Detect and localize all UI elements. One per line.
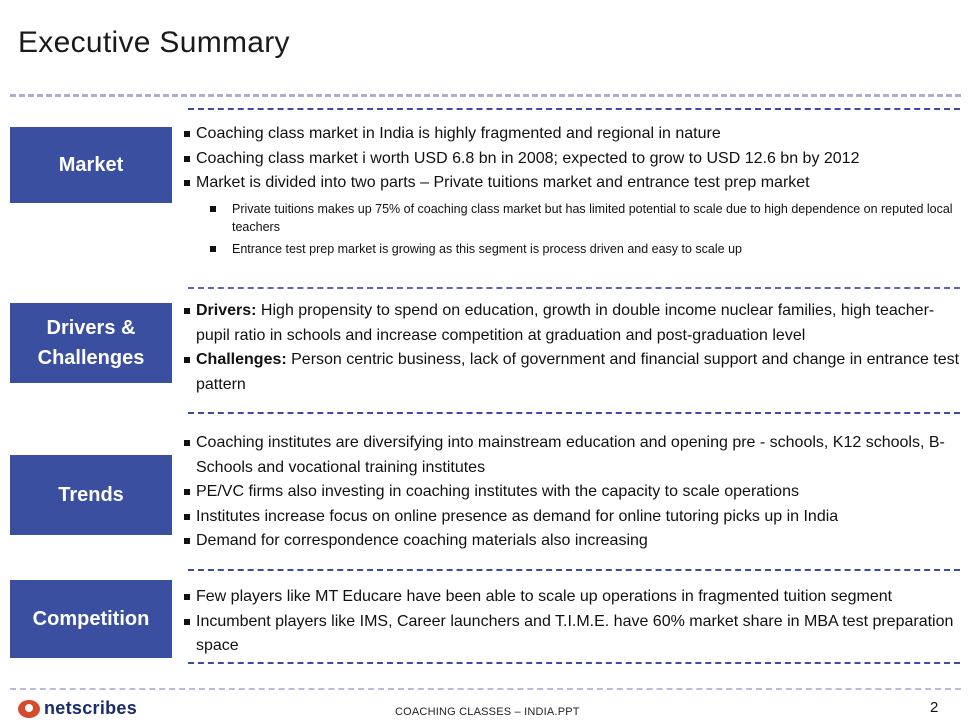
trends-bullet: Coaching institutes are diversifying into mainstream education and opening pre - schools, K12 schools, B-Schools and vocational training institutes (180, 431, 960, 480)
market-bullet: Coaching class market in India is highly fragmented and regional in nature (180, 122, 960, 147)
bullet-square-icon (184, 357, 190, 363)
logo-text: netscribes (44, 698, 138, 718)
drivers-label-line1: Drivers & (46, 317, 136, 339)
drivers-bullet: Drivers: High propensity to spend on education, growth in double income nuclear families, high teacher-pupil ratio in schools and increase competition at graduation and post-graduation level (180, 299, 960, 348)
competition-label: Competition (32, 608, 150, 630)
competition-bullets (180, 585, 960, 659)
market-label-box (10, 127, 172, 203)
challenges-bullet: Challenges: Person centric business, lack of government and financial support and change in entrance test pattern (180, 348, 960, 397)
bullet-square-icon (184, 594, 190, 600)
footer-divider (10, 688, 961, 690)
competition-label-box (10, 580, 172, 658)
bullet-square-icon (184, 156, 190, 162)
competition-bullet: Incumbent players like IMS, Career launchers and T.I.M.E. have 60% market share in MBA test preparation space (180, 610, 960, 659)
trends-label-box (10, 455, 172, 535)
page-number: 2 (930, 699, 939, 716)
bullet-square-icon (184, 308, 190, 314)
trends-top-divider (188, 412, 960, 414)
competition-bullet: Few players like MT Educare have been able to scale up operations in fragmented tuition segment (180, 585, 960, 610)
trends-label: Trends (58, 484, 124, 506)
bullet-square-icon (184, 489, 190, 495)
market-bullet: Coaching class market i worth USD 6.8 bn in 2008; expected to grow to USD 12.6 bn by 2012 (180, 147, 960, 172)
bullet-square-icon (184, 131, 190, 137)
trends-bullets (180, 431, 960, 554)
bullet-square-icon (184, 538, 190, 544)
bullet-square-icon (184, 514, 190, 520)
market-bullet: Market is divided into two parts – Private tuitions market and entrance test prep market (180, 171, 960, 196)
competition-bottom-divider (188, 662, 960, 664)
drivers-top-divider (188, 287, 960, 289)
bullet-square-icon (210, 246, 216, 252)
netscribes-logo-icon (18, 700, 40, 718)
trends-bullet: Demand for correspondence coaching materials also increasing (180, 529, 960, 554)
bullet-square-icon (184, 180, 190, 186)
netscribes-logo (18, 698, 137, 719)
drivers-label-line2: Challenges (37, 347, 145, 369)
footer-filename: COACHING CLASSES – INDIA.PPT (395, 706, 580, 718)
drivers-label-box (10, 303, 172, 383)
market-bullets (180, 122, 960, 258)
drivers-bullets (180, 299, 960, 397)
trends-bullet: PE/VC firms also investing in coaching institutes with the capacity to scale operations (180, 480, 960, 505)
market-sub-bullet: Entrance test prep market is growing as this segment is process driven and easy to scale up (180, 240, 960, 258)
slide-title: Executive Summary (18, 26, 290, 59)
bullet-square-icon (210, 206, 216, 212)
market-top-divider (188, 108, 960, 110)
competition-top-divider (188, 569, 960, 571)
bullet-square-icon (184, 619, 190, 625)
market-sub-bullet: Private tuitions makes up 75% of coaching class market but has limited potential to scale due to high dependence on reputed local teachers (180, 200, 960, 236)
bullet-square-icon (184, 440, 190, 446)
market-label: Market (58, 154, 124, 176)
trends-bullet: Institutes increase focus on online presence as demand for online tutoring picks up in India (180, 505, 960, 530)
title-divider (10, 94, 961, 97)
